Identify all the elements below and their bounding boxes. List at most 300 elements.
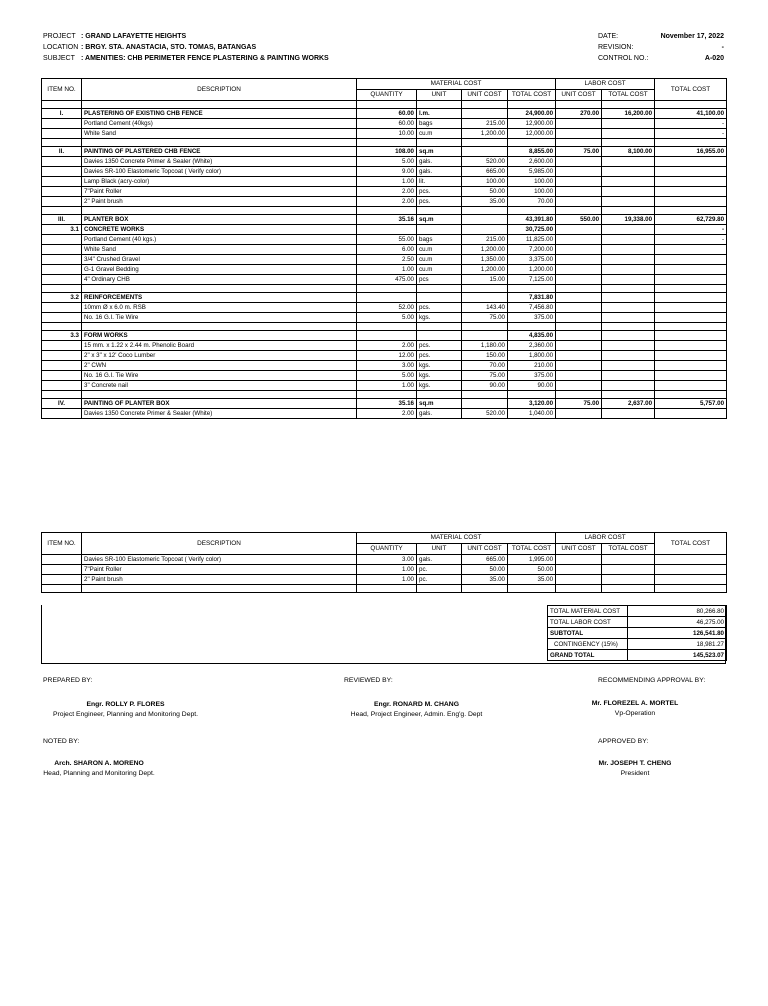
prepared-by-block <box>43 700 208 720</box>
unit-cost-cell: 75.00 <box>462 371 508 381</box>
line-item-row <box>42 575 727 585</box>
labor-unit-cost-cell <box>556 555 602 565</box>
item-no-cell <box>42 341 82 351</box>
material-total-cell: 11,825.00 <box>508 235 556 245</box>
col-item-no: ITEM NO. <box>42 79 82 101</box>
table-body <box>42 101 727 419</box>
col-description: DESCRIPTION <box>82 533 357 555</box>
total-cost-cell: - <box>655 225 727 235</box>
empty-cell <box>655 101 727 109</box>
empty-cell <box>602 285 655 293</box>
line-item-row <box>42 381 727 391</box>
item-no-cell <box>42 565 82 575</box>
line-item-row <box>42 235 727 245</box>
quantity-cell <box>357 293 417 303</box>
description-cell: 3" Concrete nail <box>82 381 357 391</box>
summary-table <box>547 605 727 661</box>
recommending-name: Mr. FLOREZEL A. MORTEL <box>591 700 679 707</box>
empty-cell <box>357 323 417 331</box>
item-no-cell <box>42 313 82 323</box>
material-total-cell: 7,200.00 <box>508 245 556 255</box>
labor-unit-cost-cell <box>556 575 602 585</box>
total-material-value: 80,266.80 <box>627 606 726 617</box>
empty-cell <box>82 101 357 109</box>
item-no-cell <box>42 371 82 381</box>
labor-total-cell <box>602 293 655 303</box>
empty-cell <box>417 285 462 293</box>
total-cost-cell <box>655 331 727 341</box>
empty-cell <box>42 391 82 399</box>
labor-total-cell <box>602 341 655 351</box>
empty-cell <box>82 207 357 215</box>
labor-unit-cost-cell <box>556 225 602 235</box>
empty-cell <box>462 323 508 331</box>
unit-cell: pcs. <box>417 351 462 361</box>
reviewed-by-title: Head, Project Engineer, Admin. Eng'g. Dept <box>350 711 483 718</box>
blank-row <box>42 101 727 109</box>
summary-box <box>41 605 726 664</box>
quantity-cell: 3.00 <box>357 555 417 565</box>
item-no-cell <box>42 381 82 391</box>
description-cell: 7"Paint Roller <box>82 187 357 197</box>
total-labor-label: TOTAL LABOR COST <box>548 617 628 628</box>
unit-cost-cell: 1,180.00 <box>462 341 508 351</box>
col-quantity: QUANTITY <box>357 90 417 101</box>
col-total-cost: TOTAL COST <box>655 79 727 101</box>
line-item-row <box>42 275 727 285</box>
unit-cell: pcs. <box>417 303 462 313</box>
description-cell: 4" Ordinary CHB <box>82 275 357 285</box>
description-cell: PLASTERING OF EXISTING CHB FENCE <box>82 109 357 119</box>
unit-cell: kgs. <box>417 361 462 371</box>
labor-total-cell <box>602 265 655 275</box>
labor-unit-cost-cell <box>556 313 602 323</box>
revision-label: REVISION: <box>598 44 634 51</box>
labor-unit-cost-cell <box>556 187 602 197</box>
quantity-cell: 2.00 <box>357 197 417 207</box>
quantity-cell: 52.00 <box>357 303 417 313</box>
labor-total-cell: 2,637.00 <box>602 399 655 409</box>
total-cost-cell <box>655 351 727 361</box>
labor-unit-cost-cell <box>556 119 602 129</box>
quantity-cell <box>357 331 417 341</box>
empty-cell <box>556 585 602 593</box>
description-cell: No. 16 G.I. Tie Wire <box>82 313 357 323</box>
labor-total-cell: 16,200.00 <box>602 109 655 119</box>
quantity-cell: 5.00 <box>357 313 417 323</box>
col-quantity: QUANTITY <box>357 544 417 555</box>
total-cost-cell: 5,757.00 <box>655 399 727 409</box>
unit-cost-cell <box>462 331 508 341</box>
empty-cell <box>602 391 655 399</box>
grand-total-label: GRAND TOTAL <box>548 650 628 661</box>
unit-cell: sq.m <box>417 215 462 225</box>
total-cost-cell <box>655 371 727 381</box>
material-total-cell: 375.00 <box>508 313 556 323</box>
material-total-cell: 90.00 <box>508 381 556 391</box>
project-header <box>43 31 329 64</box>
total-cost-cell: 16,955.00 <box>655 147 727 157</box>
unit-cost-cell: 75.00 <box>462 313 508 323</box>
empty-cell <box>602 585 655 593</box>
unit-cell: bags <box>417 235 462 245</box>
item-no-cell <box>42 235 82 245</box>
line-item-row <box>42 555 727 565</box>
total-cost-cell: 62,729.80 <box>655 215 727 225</box>
item-no-cell <box>42 187 82 197</box>
col-labor-cost: LABOR COST <box>556 79 655 90</box>
subject-value: : AMENITIES: CHB PERIMETER FENCE PLASTERING & PAINTING WORKS <box>81 55 329 62</box>
section-row <box>42 215 727 225</box>
section-row <box>42 109 727 119</box>
total-cost-cell: - <box>655 129 727 139</box>
labor-total-cell <box>602 409 655 419</box>
empty-cell <box>602 139 655 147</box>
empty-cell <box>462 391 508 399</box>
col-labor-unit-cost: UNIT COST <box>556 544 602 555</box>
material-total-cell: 35.00 <box>508 575 556 585</box>
empty-cell <box>357 391 417 399</box>
empty-cell <box>462 285 508 293</box>
material-total-cell: 100.00 <box>508 187 556 197</box>
description-cell: No. 16 G.I. Tie Wire <box>82 371 357 381</box>
quantity-cell: 12.00 <box>357 351 417 361</box>
material-total-cell: 12,900.00 <box>508 119 556 129</box>
empty-cell <box>357 585 417 593</box>
empty-cell <box>602 207 655 215</box>
labor-total-cell <box>602 361 655 371</box>
labor-total-cell <box>602 177 655 187</box>
material-total-cell: 1,200.00 <box>508 265 556 275</box>
unit-cell: pcs. <box>417 187 462 197</box>
empty-cell <box>357 101 417 109</box>
contingency-value: 18,981.27 <box>627 639 726 650</box>
labor-unit-cost-cell: 75.00 <box>556 399 602 409</box>
material-total-cell: 375.00 <box>508 371 556 381</box>
unit-cell <box>417 225 462 235</box>
description-cell: Portland Cement (40kgs) <box>82 119 357 129</box>
blank-row <box>42 391 727 399</box>
empty-cell <box>508 101 556 109</box>
control-no-value: A-020 <box>704 55 724 62</box>
empty-cell <box>357 139 417 147</box>
unit-cost-cell: 50.00 <box>462 187 508 197</box>
total-cost-cell: - <box>655 119 727 129</box>
unit-cost-cell: 143.40 <box>462 303 508 313</box>
labor-total-cell: 19,338.00 <box>602 215 655 225</box>
labor-unit-cost-cell: 550.00 <box>556 215 602 225</box>
unit-cell: sq.m <box>417 399 462 409</box>
labor-total-cell <box>602 351 655 361</box>
col-item-no: ITEM NO. <box>42 533 82 555</box>
labor-total-cell <box>602 167 655 177</box>
description-cell: 2" Paint brush <box>82 575 357 585</box>
empty-cell <box>655 139 727 147</box>
unit-cell: pc. <box>417 565 462 575</box>
unit-cost-cell: 215.00 <box>462 235 508 245</box>
labor-total-cell <box>602 565 655 575</box>
unit-cost-cell <box>462 147 508 157</box>
line-item-row <box>42 351 727 361</box>
material-total-cell: 1,800.00 <box>508 351 556 361</box>
empty-cell <box>42 323 82 331</box>
empty-cell <box>508 207 556 215</box>
col-unit-cost: UNIT COST <box>462 90 508 101</box>
line-item-row <box>42 119 727 129</box>
labor-total-cell <box>602 331 655 341</box>
line-item-row <box>42 129 727 139</box>
material-total-cell: 2,600.00 <box>508 157 556 167</box>
quantity-cell: 2.00 <box>357 409 417 419</box>
revision-value: - <box>721 44 724 51</box>
description-cell: 2" CWN <box>82 361 357 371</box>
empty-cell <box>417 101 462 109</box>
location-value: : BRGY. STA. ANASTACIA, STO. TOMAS, BATANGAS <box>81 44 257 51</box>
control-no-label: CONTROL NO.: <box>598 55 649 62</box>
subtotal-label: SUBTOTAL <box>548 628 628 639</box>
item-no-cell <box>42 167 82 177</box>
labor-total-cell <box>602 303 655 313</box>
project-value: : GRAND LAFAYETTE HEIGHTS <box>81 33 187 40</box>
approved-by-name: Mr. JOSEPH T. CHENG <box>598 760 672 767</box>
empty-cell <box>82 285 357 293</box>
empty-cell <box>508 585 556 593</box>
col-labor-cost: LABOR COST <box>556 533 655 544</box>
unit-cell: pc. <box>417 575 462 585</box>
unit-cell: gals. <box>417 157 462 167</box>
material-total-cell: 7,125.00 <box>508 275 556 285</box>
section-row <box>42 331 727 341</box>
unit-cost-cell: 665.00 <box>462 167 508 177</box>
quantity-cell: 5.00 <box>357 371 417 381</box>
labor-unit-cost-cell <box>556 157 602 167</box>
empty-cell <box>556 323 602 331</box>
quantity-cell: 9.00 <box>357 167 417 177</box>
labor-total-cell <box>602 197 655 207</box>
unit-cost-cell: 665.00 <box>462 555 508 565</box>
empty-cell <box>462 207 508 215</box>
unit-cell: cu.m <box>417 265 462 275</box>
section-row <box>42 399 727 409</box>
empty-cell <box>508 285 556 293</box>
item-no-cell <box>42 245 82 255</box>
quantity-cell: 1.00 <box>357 575 417 585</box>
labor-unit-cost-cell <box>556 255 602 265</box>
empty-cell <box>417 207 462 215</box>
labor-total-cell <box>602 157 655 167</box>
col-unit-cost: UNIT COST <box>462 544 508 555</box>
description-cell: Davies 1350 Concrete Primer & Sealer (White) <box>82 157 357 167</box>
item-no-cell <box>42 361 82 371</box>
approved-by-block <box>580 759 690 779</box>
blank-row <box>42 139 727 147</box>
empty-cell <box>655 585 727 593</box>
recommending-label: RECOMMENDING APPROVAL BY: <box>598 677 706 684</box>
unit-cost-cell: 1,200.00 <box>462 265 508 275</box>
description-cell: 15 mm. x 1.22 x 2.44 m. Phenolic Board <box>82 341 357 351</box>
noted-by-title: Head, Planning and Monitoring Dept. <box>43 770 155 777</box>
unit-cell <box>417 293 462 303</box>
material-total-cell: 70.00 <box>508 197 556 207</box>
empty-cell <box>417 585 462 593</box>
total-cost-cell <box>655 555 727 565</box>
empty-cell <box>42 207 82 215</box>
unit-cost-cell: 520.00 <box>462 409 508 419</box>
material-total-cell: 1,040.00 <box>508 409 556 419</box>
line-item-row <box>42 167 727 177</box>
labor-unit-cost-cell <box>556 331 602 341</box>
noted-by-block <box>43 759 155 779</box>
description-cell: PAINTING OF PLASTERED CHB FENCE <box>82 147 357 157</box>
labor-unit-cost-cell <box>556 177 602 187</box>
quantity-cell: 55.00 <box>357 235 417 245</box>
item-no-cell <box>42 409 82 419</box>
labor-unit-cost-cell: 75.00 <box>556 147 602 157</box>
labor-unit-cost-cell <box>556 361 602 371</box>
empty-cell <box>42 585 82 593</box>
item-no-cell <box>42 157 82 167</box>
prepared-by-name: Engr. ROLLY P. FLORES <box>86 701 165 708</box>
empty-cell <box>82 391 357 399</box>
quantity-cell: 35.16 <box>357 215 417 225</box>
total-cost-cell <box>655 565 727 575</box>
quantity-cell: 2.00 <box>357 341 417 351</box>
description-cell: FORM WORKS <box>82 331 357 341</box>
material-total-cell: 12,000.00 <box>508 129 556 139</box>
unit-cell: kgs. <box>417 371 462 381</box>
item-no-cell <box>42 303 82 313</box>
quantity-cell: 60.00 <box>357 109 417 119</box>
item-no-cell <box>42 177 82 187</box>
labor-total-cell <box>602 187 655 197</box>
unit-cost-cell: 1,350.00 <box>462 255 508 265</box>
total-cost-cell <box>655 187 727 197</box>
line-item-row <box>42 265 727 275</box>
line-item-row <box>42 313 727 323</box>
empty-cell <box>556 391 602 399</box>
description-cell: Davies SR-100 Elastomeric Topcoat ( Verify color) <box>82 555 357 565</box>
cost-table-2 <box>41 532 727 593</box>
empty-cell <box>462 101 508 109</box>
labor-unit-cost-cell <box>556 129 602 139</box>
item-no-cell: I. <box>42 109 82 119</box>
line-item-row <box>42 197 727 207</box>
col-labor-total: TOTAL COST <box>602 90 655 101</box>
quantity-cell: 3.00 <box>357 361 417 371</box>
empty-cell <box>602 101 655 109</box>
unit-cost-cell: 35.00 <box>462 197 508 207</box>
unit-cost-cell: 100.00 <box>462 177 508 187</box>
unit-cell: pcs. <box>417 341 462 351</box>
empty-cell <box>508 391 556 399</box>
cost-table-1 <box>41 78 727 419</box>
total-cost-cell <box>655 313 727 323</box>
description-cell: PLANTER BOX <box>82 215 357 225</box>
date-value: November 17, 2022 <box>660 33 724 40</box>
recommending-block <box>570 699 700 719</box>
col-material-cost: MATERIAL COST <box>357 79 556 90</box>
labor-unit-cost-cell <box>556 275 602 285</box>
quantity-cell: 2.00 <box>357 187 417 197</box>
unit-cost-cell: 50.00 <box>462 565 508 575</box>
total-cost-cell <box>655 303 727 313</box>
table-header <box>42 79 727 101</box>
total-cost-cell <box>655 361 727 371</box>
empty-cell <box>655 391 727 399</box>
labor-unit-cost-cell <box>556 351 602 361</box>
description-cell: White Sand <box>82 129 357 139</box>
item-no-cell: III. <box>42 215 82 225</box>
quantity-cell: 108.00 <box>357 147 417 157</box>
date-label: DATE: <box>598 33 619 40</box>
labor-unit-cost-cell: 270.00 <box>556 109 602 119</box>
total-cost-cell <box>655 409 727 419</box>
col-material-cost: MATERIAL COST <box>357 533 556 544</box>
labor-total-cell <box>602 225 655 235</box>
description-cell: Lamp Black (acry-color) <box>82 177 357 187</box>
empty-cell <box>556 207 602 215</box>
unit-cost-cell: 215.00 <box>462 119 508 129</box>
noted-by-label: NOTED BY: <box>43 738 80 745</box>
labor-unit-cost-cell <box>556 409 602 419</box>
approved-by-title: President <box>620 770 650 777</box>
item-no-cell: 3.3 <box>42 331 82 341</box>
item-no-cell <box>42 255 82 265</box>
unit-cost-cell: 90.00 <box>462 381 508 391</box>
line-item-row <box>42 565 727 575</box>
material-total-cell: 30,725.00 <box>508 225 556 235</box>
empty-cell <box>82 139 357 147</box>
material-total-cell: 1,995.00 <box>508 555 556 565</box>
item-no-cell <box>42 197 82 207</box>
item-no-cell <box>42 265 82 275</box>
empty-cell <box>417 323 462 331</box>
description-cell: G-1 Gravel Bedding <box>82 265 357 275</box>
quantity-cell: 1.00 <box>357 265 417 275</box>
empty-cell <box>42 101 82 109</box>
description-cell: 3/4" Crushed Gravel <box>82 255 357 265</box>
unit-cost-cell <box>462 215 508 225</box>
document-info <box>598 31 724 64</box>
material-total-cell: 100.00 <box>508 177 556 187</box>
empty-cell <box>556 139 602 147</box>
unit-cell: cu.m <box>417 245 462 255</box>
total-cost-cell <box>655 167 727 177</box>
labor-total-cell <box>602 381 655 391</box>
total-cost-cell <box>655 177 727 187</box>
labor-unit-cost-cell <box>556 197 602 207</box>
unit-cell: gals. <box>417 167 462 177</box>
empty-cell <box>508 323 556 331</box>
empty-cell <box>42 285 82 293</box>
quantity-cell: 1.00 <box>357 565 417 575</box>
quantity-cell <box>357 225 417 235</box>
labor-total-cell <box>602 235 655 245</box>
section-row <box>42 293 727 303</box>
material-total-cell: 7,456.80 <box>508 303 556 313</box>
quantity-cell: 1.00 <box>357 177 417 187</box>
material-total-cell: 50.00 <box>508 565 556 575</box>
unit-cost-cell: 1,200.00 <box>462 245 508 255</box>
blank-row <box>42 285 727 293</box>
unit-cell: pcs <box>417 275 462 285</box>
empty-cell <box>82 323 357 331</box>
line-item-row <box>42 361 727 371</box>
empty-cell <box>462 585 508 593</box>
total-cost-cell: - <box>655 235 727 245</box>
empty-cell <box>417 391 462 399</box>
labor-total-cell <box>602 129 655 139</box>
